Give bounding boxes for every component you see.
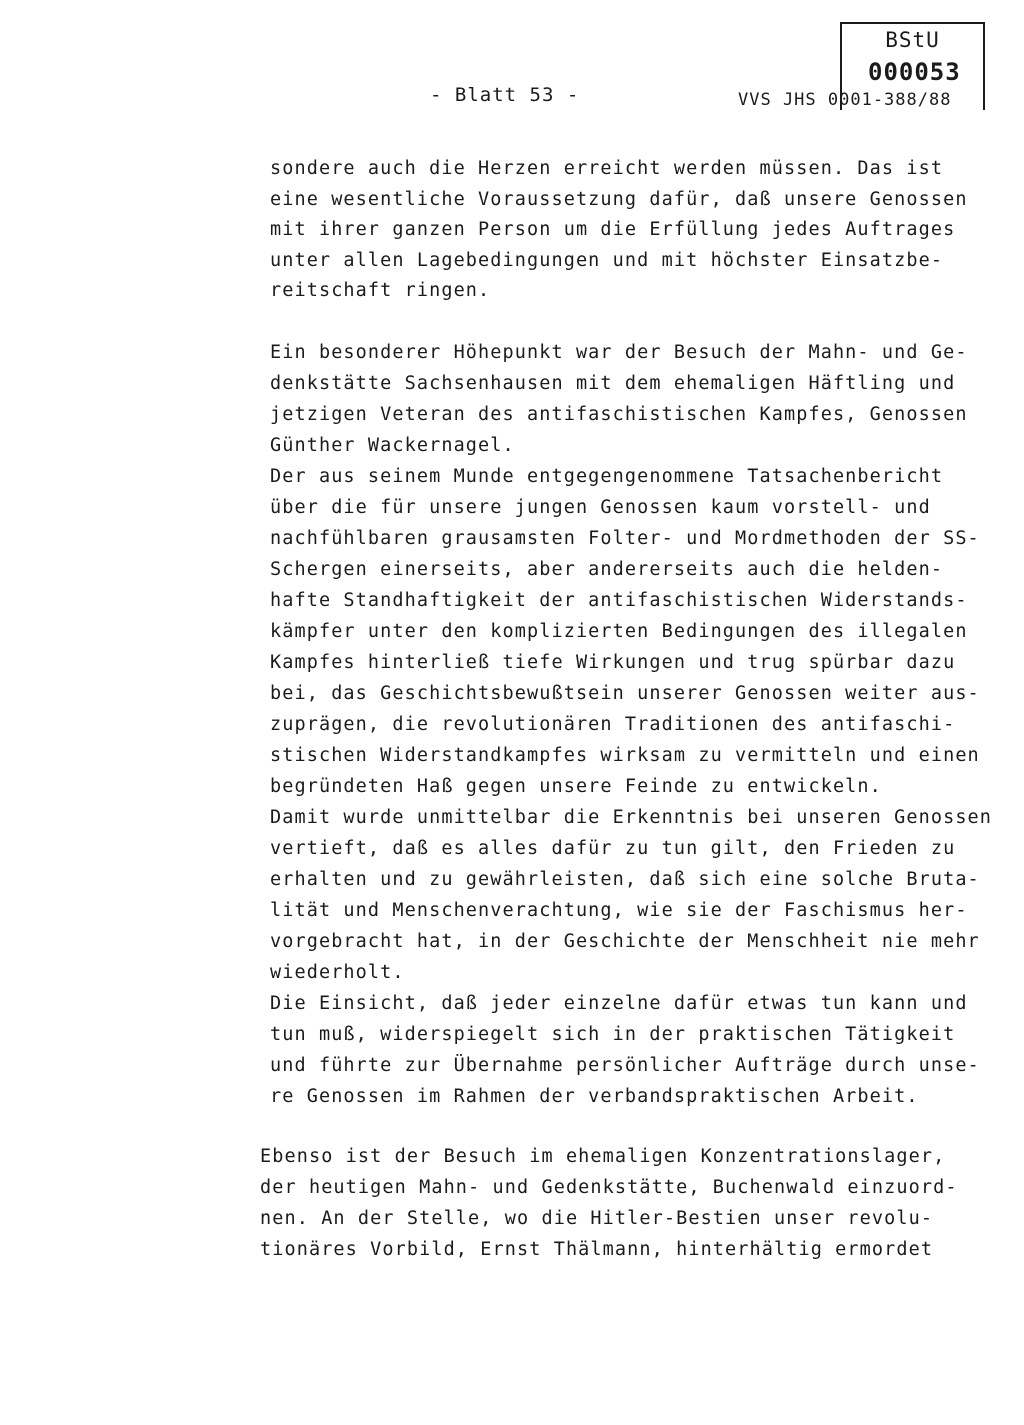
text-line: Ein besonderer Höhepunkt war der Besuch der Mahn- und Ge- <box>270 342 968 363</box>
page-number: - Blatt 53 - <box>430 84 580 106</box>
text-line: bei, das Geschichtsbewußtsein unserer Genossen weiter aus- <box>270 683 980 704</box>
text-line: jetzigen Veteran des antifaschistischen Kampfes, Genossen <box>270 404 968 425</box>
text-line: Die Einsicht, daß jeder einzelne dafür etwas tun kann und <box>270 993 968 1014</box>
stamp-number: 000053 <box>868 58 961 86</box>
text-line: wiederholt. <box>270 962 405 983</box>
text-line: hafte Standhaftigkeit der antifaschistischen Widerstands- <box>270 590 968 611</box>
text-line: re Genossen im Rahmen der verbandspraktischen Arbeit. <box>270 1086 919 1107</box>
document-reference: VVS JHS 0001-388/88 <box>738 90 952 110</box>
text-line: denkstätte Sachsenhausen mit dem ehemaligen Häftling und <box>270 373 956 394</box>
text-line: kämpfer unter den komplizierten Bedingungen des illegalen <box>270 621 968 642</box>
text-line: zuprägen, die revolutionären Traditionen des antifaschi- <box>270 714 956 735</box>
text-line: mit ihrer ganzen Person um die Erfüllung jedes Auftrages <box>270 219 956 240</box>
text-line: über die für unsere jungen Genossen kaum vorstell- und <box>270 497 931 518</box>
text-line: und führte zur Übernahme persönlicher Aufträge durch unse- <box>270 1055 980 1076</box>
text-line: Kampfes hinterließ tiefe Wirkungen und trug spürbar dazu <box>270 652 956 673</box>
text-line: tun muß, widerspiegelt sich in der praktischen Tätigkeit <box>270 1024 956 1045</box>
text-line: lität und Menschenverachtung, wie sie der Faschismus her- <box>270 900 968 921</box>
text-line: Günther Wackernagel. <box>270 435 515 456</box>
text-line: unter allen Lagebedingungen und mit höchster Einsatzbe- <box>270 250 944 271</box>
text-line: sondere auch die Herzen erreicht werden müssen. Das ist <box>270 158 944 179</box>
text-line: nen. An der Stelle, wo die Hitler-Bestien unser revolu- <box>260 1208 934 1229</box>
text-line: nachfühlbaren grausamsten Folter- und Mordmethoden der SS- <box>270 528 980 549</box>
text-line: stischen Widerstandkampfes wirksam zu vermitteln und einen <box>270 745 980 766</box>
text-line: vertieft, daß es alles dafür zu tun gilt, den Frieden zu <box>270 838 956 859</box>
text-line: der heutigen Mahn- und Gedenkstätte, Buchenwald einzuord- <box>260 1177 958 1198</box>
stamp-label: BStU <box>885 28 940 52</box>
text-line: Schergen einerseits, aber andererseits auch die helden- <box>270 559 944 580</box>
text-line: eine wesentliche Voraussetzung dafür, daß unsere Genossen <box>270 189 968 210</box>
text-line: vorgebracht hat, in der Geschichte der Menschheit nie mehr <box>270 931 980 952</box>
text-line: begründeten Haß gegen unsere Feinde zu entwickeln. <box>270 776 882 797</box>
text-line: reitschaft ringen. <box>270 280 491 301</box>
text-line: erhalten und zu gewährleisten, daß sich eine solche Bruta- <box>270 869 980 890</box>
text-line: Ebenso ist der Besuch im ehemaligen Konzentrationslager, <box>260 1146 946 1167</box>
text-line: Damit wurde unmittelbar die Erkenntnis bei unseren Genossen <box>270 807 993 828</box>
text-line: tionäres Vorbild, Ernst Thälmann, hinterhältig ermordet <box>260 1239 934 1260</box>
text-line: Der aus seinem Munde entgegengenommene Tatsachenbericht <box>270 466 944 487</box>
